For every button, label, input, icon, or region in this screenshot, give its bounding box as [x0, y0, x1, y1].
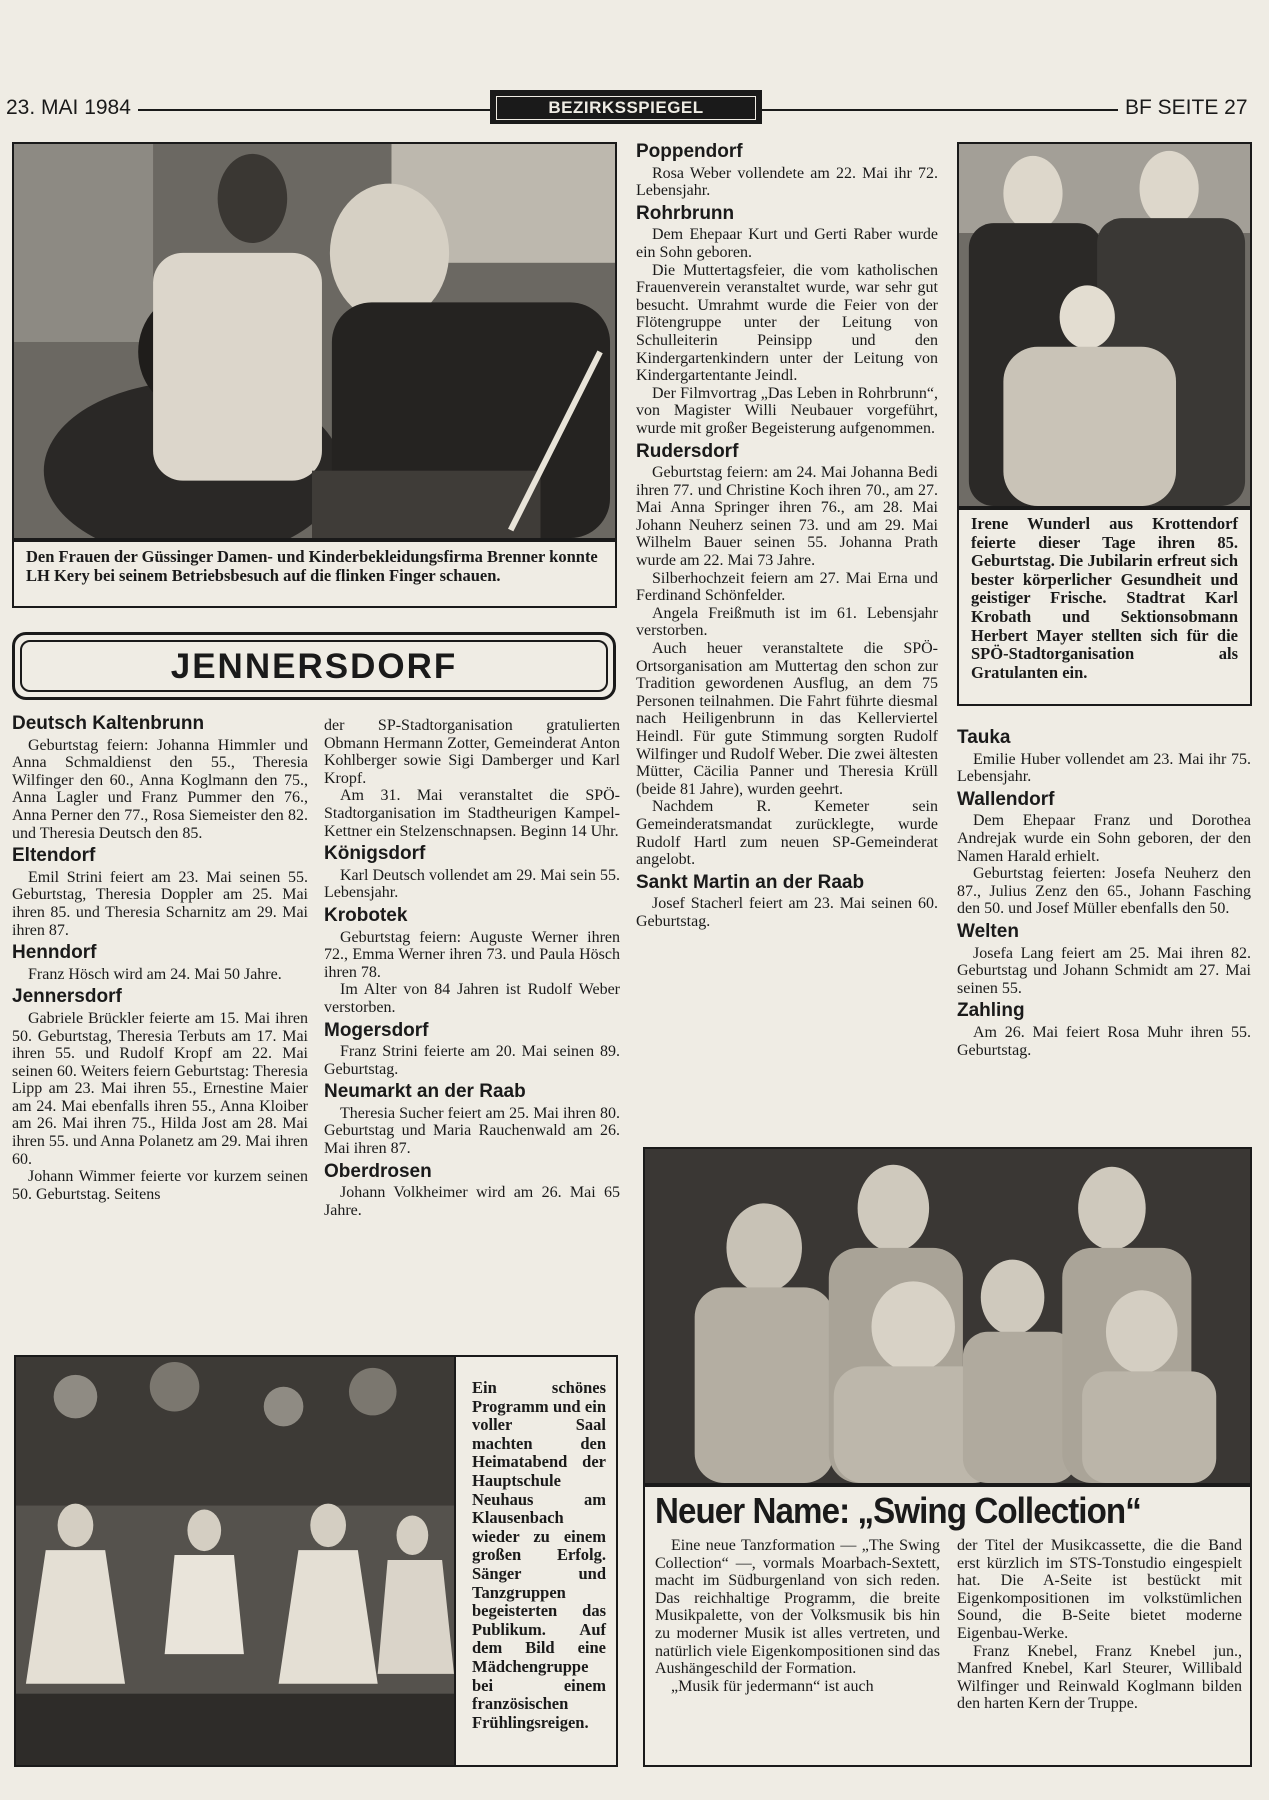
- photo-birthday-visit: [957, 142, 1252, 508]
- heading-rohrbrunn: Rohrbrunn: [636, 202, 735, 224]
- text-krobotek-2: Im Alter von 84 Jahren ist Rudolf Weber verstorben.: [324, 981, 620, 1016]
- text-rudersdorf-2: Silberhochzeit feiern am 27. Mai Erna und Ferdinand Schönfelder.: [636, 569, 938, 605]
- heading-jennersdorf: Jennersdorf: [12, 986, 122, 1008]
- heading-neumarkt: Neumarkt an der Raab: [324, 1081, 526, 1103]
- header-rule-left: [138, 109, 490, 111]
- text-jennersdorf-continued: der SP-Stadtorganisation gratulierten Obmann Hermann Zotter, Gemeinderat Anton Kohlberger sowie Sigi Damberger und Karl Kropf.: [324, 717, 620, 787]
- swing-collection-title: Neuer Name: „Swing Collection“: [655, 1490, 1141, 1531]
- text-oberdrosen: Johann Volkheimer wird am 26. Mai 65 Jahre.: [324, 1184, 620, 1219]
- heading-wallendorf: Wallendorf: [957, 788, 1055, 810]
- heading-deutsch-kaltenbrunn: Deutsch Kaltenbrunn: [12, 713, 205, 734]
- text-rohrbrunn-1: Dem Ehepaar Kurt und Gerti Raber wurde ein Sohn geboren.: [636, 226, 938, 261]
- text-wallendorf-1: Dem Ehepaar Franz und Dorothea Andrejak wurde ein Sohn geboren, der den Namen Harald erhielt.: [957, 812, 1251, 865]
- caption-factory-visit: Den Frauen der Güssinger Damen- und Kinderbekleidungsfirma Brenner konnte LH Kery bei seinem Betriebsbesuch auf die flinken Finger schauen.: [12, 540, 617, 608]
- heading-henndorf: Henndorf: [12, 942, 97, 964]
- section-title-box: [490, 90, 762, 124]
- region-banner: [12, 632, 616, 700]
- swing-text-left-2: „Musik für jedermann“ ist auch: [671, 1677, 874, 1695]
- photo-swing-collection: [643, 1147, 1252, 1485]
- section-title: BEZIRKSSPIEGEL: [496, 96, 756, 120]
- text-mogersdorf: Franz Strini feierte am 20. Mai seinen 89. Geburtstag.: [324, 1043, 620, 1078]
- heading-poppendorf: Poppendorf: [636, 141, 743, 162]
- heading-sankt-martin: Sankt Martin an der Raab: [636, 871, 865, 893]
- heading-welten: Welten: [957, 920, 1019, 942]
- text-neumarkt: Theresia Sucher feiert am 25. Mai ihren 80. Geburtstag und Maria Rauchenwald am 26. Mai ihren 87.: [324, 1104, 620, 1158]
- heading-tauka: Tauka: [957, 727, 1011, 748]
- swing-column-right: [957, 1537, 1242, 1713]
- text-rudersdorf-3: Angela Freißmuth ist im 61. Lebensjahr verstorben.: [636, 604, 938, 640]
- header-rule-right: [762, 109, 1118, 111]
- text-krobotek-1: Geburtstag feiern: Auguste Werner ihren 72., Emma Werner ihren 73. und Paula Hösch ihren 78.: [324, 928, 620, 981]
- swing-text-right-2: Franz Knebel, Franz Knebel jun., Manfred Knebel, Karl Steurer, Willibald Wilfinger und Reinwald Koglmann bilden den harten Kern der Truppe.: [957, 1642, 1242, 1713]
- column-3: [636, 138, 938, 931]
- swing-column-left: [655, 1537, 940, 1695]
- issue-date: 23. MAI 1984: [6, 96, 131, 119]
- column-2: [324, 717, 620, 1219]
- text-zahling: Am 26. Mai feiert Rosa Muhr ihren 55. Geburtstag.: [957, 1023, 1251, 1059]
- text-welten: Josefa Lang feiert am 25. Mai ihren 82. Geburtstag und Johann Schmidt am 27. Mai seinen 55.: [957, 944, 1251, 997]
- text-deutsch-kaltenbrunn: Geburtstag feiern: Johanna Himmler und Anna Schmaldienst den 55., Theresia Wilfinger den 60., Anna Koglmann den 75., Anna Lagler und Franz Pummer den 76., Anna Perner den 77., Rosa Siemeister den 82. und Theresia Deutsch den 85.: [12, 736, 308, 842]
- text-jennersdorf-2: Johann Wimmer feierte vor kurzem seinen 50. Geburtstag. Seitens: [12, 1168, 308, 1203]
- column-1: [12, 710, 308, 1203]
- text-wallendorf-2: Geburtstag feierten: Josefa Neuherz den 87., Julius Zenz den 65., Johann Fasching den 50. und Josef Müller ebenfalls den 50.: [957, 865, 1251, 918]
- region-banner-title: JENNERSDORF: [20, 640, 608, 692]
- page-number: BF SEITE 27: [1125, 96, 1248, 119]
- text-poppendorf: Rosa Weber vollendete am 22. Mai ihr 72. Lebensjahr.: [636, 164, 938, 200]
- caption-birthday-visit: Irene Wunderl aus Krottendorf feierte dieser Tage ihren 85. Geburtstag. Die Jubilarin erfreut sich bester körperlicher Gesundheit und geistiger Frische. Stadtrat Karl Krobath und Sektionsobmann Herbert Mayer stellten sich für die SPÖ-Stadtorganisation als Gratulanten ein.: [957, 508, 1252, 706]
- text-rudersdorf-4: Auch heuer veranstaltete die SPÖ-Ortsorganisation am Muttertag den schon zur Tradition gewordenen Ausflug, an dem 75 Personen teilnahmen. Die Fahrt führte diesmal nach Heiligenbrunn in das Kellerviertel Heindl. Für gute Stimmung sorgten Rudolf Wilfinger und Rudolf Weber. Die zwei ältesten Mütter, Cäcilia Panner und Theresia Krüll (beide 81 Jahre), wurden geehrt.: [636, 640, 938, 798]
- column-4: [957, 724, 1251, 1059]
- text-henndorf: Franz Hösch wird am 24. Mai 50 Jahre.: [28, 965, 282, 983]
- text-tauka: Emilie Huber vollendet am 23. Mai ihr 75. Lebensjahr.: [957, 750, 1251, 786]
- heading-krobotek: Krobotek: [324, 904, 408, 926]
- heading-zahling: Zahling: [957, 1000, 1025, 1022]
- swing-text-left-1: Eine neue Tanzformation — „The Swing Collection“ —, vormals Moarbach-Sextett, macht im Südburgenland von sich reden. Das reichhaltige Programm, die breite Musikpalette, von der Volksmusik bis hin zu moderner Musik ist alles vertreten, und natürlich viele Eigenkompositionen sind das Aushängeschild der Formation.: [655, 1537, 940, 1678]
- text-rudersdorf-1: Geburtstag feiern: am 24. Mai Johanna Bedi ihren 77. und Christine Koch ihren 70., am 27. Mai Anna Springer ihren 76., am 28. Mai Johann Neuherz seinen 73. und am 29. Mai Wilhelm Bauer seinen 55. Johanna Prath wurde am 22. Mai 73 Jahre.: [636, 464, 938, 570]
- heading-koenigsdorf: Königsdorf: [324, 843, 426, 865]
- text-koenigsdorf: Karl Deutsch vollendet am 29. Mai sein 55. Lebensjahr.: [324, 866, 620, 902]
- caption-dance-group: Ein schönes Programm und ein voller Saal machten den Heimatabend der Hauptschule Neuhaus am Klausenbach wieder zu einem großen Erfolg. Sänger und Tanzgruppen begeisterten das Publikum. Auf dem Bild eine Mädchengruppe bei einem französischen Frühlingsreigen.: [456, 1355, 618, 1767]
- photo-dance-group: [14, 1355, 456, 1767]
- article-swing-collection: [643, 1485, 1252, 1767]
- text-eltendorf: Emil Strini feiert am 23. Mai seinen 55. Geburtstag, Theresia Doppler am 25. Mai ihren 85. und Theresia Scharnitz am 29. Mai ihren 87.: [12, 868, 308, 939]
- text-stelzenschnapsen: Am 31. Mai veranstaltet die SPÖ-Stadtorganisation im Stadtheurigen Kampel-Kettner ein Stelzenschnapsen. Beginn 14 Uhr.: [324, 787, 620, 840]
- text-jennersdorf-1: Gabriele Brückler feierte am 15. Mai ihren 50. Geburtstag, Theresia Terbuts am 17. Mai ihren 55. und Rudolf Kropf am 22. Mai seinen 60. Weiters feiern Geburtstag: Theresia Lipp am 23. Mai ihren 55., Ernestine Maier am 24. Mai ebenfalls ihren 55., Anna Kloiber am 26. Mai ihren 75., Hilda Jost am 28. Mai ihren 55. und Anna Polanetz am 29. Mai ihren 60.: [12, 1009, 308, 1168]
- text-rohrbrunn-3: Der Filmvortrag „Das Leben in Rohrbrunn“, von Magister Willi Neubauer vorgeführt, wurde mit großer Begeisterung aufgenommen.: [636, 384, 938, 437]
- text-rudersdorf-5: Nachdem R. Kemeter sein Gemeinderatsmandat zurücklegte, wurde Rudolf Hartl zum neuen SP-Gemeinderat angelobt.: [636, 798, 938, 869]
- text-sankt-martin: Josef Stacherl feiert am 23. Mai seinen 60. Geburtstag.: [636, 895, 938, 930]
- swing-text-right-1: der Titel der Musikcassette, die die Band erst kürzlich im STS-Tonstudio eingespielt hat. Die A-Seite ist bestückt mit Eigenkompositionen im volkstümlichen Sound, die B-Seite bietet moderne Eigenbau-Werke.: [957, 1537, 1242, 1642]
- heading-oberdrosen: Oberdrosen: [324, 1160, 432, 1182]
- heading-eltendorf: Eltendorf: [12, 845, 96, 867]
- photo-factory-visit: [12, 142, 617, 540]
- heading-mogersdorf: Mogersdorf: [324, 1019, 429, 1041]
- heading-rudersdorf: Rudersdorf: [636, 440, 739, 462]
- text-rohrbrunn-2: Die Muttertagsfeier, die vom katholischen Frauenverein veranstaltet wurde, war sehr gut besucht. Umrahmt wurde die Feier von der Flötengruppe unter der Leitung von Schulleiterin Peinsipp und den Kindergartenkindern unter der Leitung von Kindergartentante Jeindl.: [636, 261, 938, 385]
